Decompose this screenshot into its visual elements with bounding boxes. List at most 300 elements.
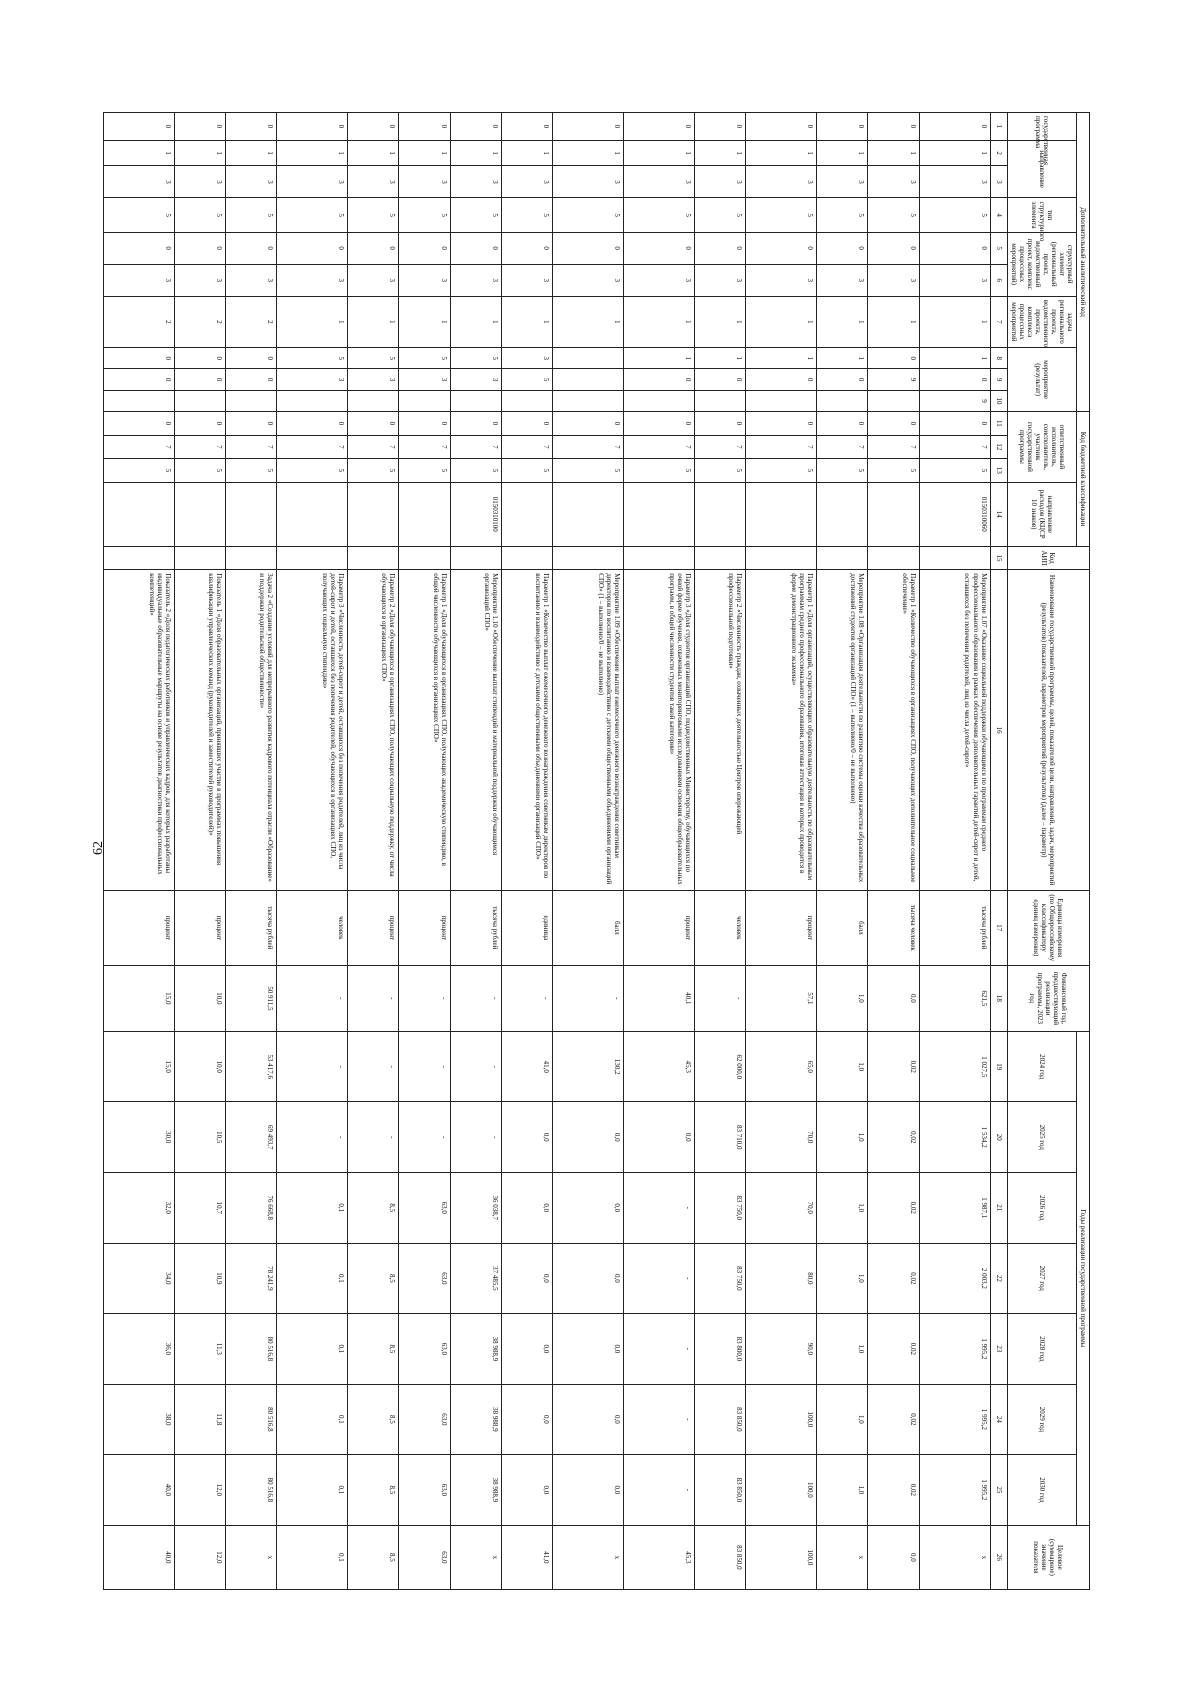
- code-cell: 0: [746, 369, 817, 390]
- year-value-cell: 83 750,0: [694, 1173, 745, 1244]
- code-cell: 0: [868, 113, 919, 141]
- year-value-cell: 0,1: [277, 1455, 348, 1526]
- unit-cell: тысяча рублей: [450, 890, 501, 965]
- code-cell: 5: [868, 459, 919, 483]
- code-cell: 5: [919, 198, 990, 232]
- year-value-cell: 1 027,5: [919, 1031, 990, 1102]
- code-cell: [746, 390, 817, 411]
- year-value-cell: 38,0: [103, 1384, 174, 1455]
- year-value-cell: 38 988,9: [450, 1455, 501, 1526]
- header-task: задача регионального проекта, ведомственного проекта, комплекса процессных мероприятий: [1007, 296, 1076, 347]
- code-cell: 5: [694, 459, 745, 483]
- column-number-cell: 18: [990, 965, 1007, 1031]
- code-cell: 5: [624, 198, 695, 232]
- year-value-cell: 30,0: [103, 1102, 174, 1173]
- table-row: [868, 113, 919, 1590]
- column-number-cell: 15: [990, 546, 1007, 570]
- row-name-cell: Мероприятие 1.10 «Обеспечение выплат стипендий и материальной поддержки обучающимся организаций СПО»: [450, 570, 501, 891]
- code-cell: 0: [624, 113, 695, 141]
- code-cell: 0: [103, 348, 174, 369]
- code-cell: 0: [277, 412, 348, 436]
- code-cell: 0: [919, 412, 990, 436]
- table-body: [103, 113, 1007, 1590]
- year-value-cell: 63,0: [399, 1455, 450, 1526]
- table-row: [450, 113, 501, 1590]
- code-cell: [501, 390, 552, 411]
- aip-cell: [624, 546, 695, 570]
- code-cell: 1: [399, 296, 450, 347]
- code-cell: 7: [746, 435, 817, 459]
- code-cell: 0: [103, 232, 174, 264]
- base-year-cell: -: [277, 965, 348, 1031]
- year-value-cell: 0,02: [868, 1031, 919, 1102]
- row-name-cell: Задача 2 «Создание условий для непрерывного развития кадрового потенциала отрасли «Образование» и поддержки родительской общественности»: [225, 570, 276, 891]
- code-cell: 3: [348, 166, 399, 198]
- year-value-cell: 0,0: [501, 1102, 552, 1173]
- row-name-cell: Показатель 1 «Доля образовательных организаций, принявших участие в программах повышения квалификации управленческих команд (руководителей и заместителей руководителей)»: [174, 570, 225, 891]
- code-cell: 3: [277, 166, 348, 198]
- year-value-cell: 63,0: [399, 1173, 450, 1244]
- year-value-cell: 40,0: [103, 1455, 174, 1526]
- code-cell: 5: [103, 459, 174, 483]
- code-cell: 0: [277, 113, 348, 141]
- code-cell: 0: [103, 369, 174, 390]
- year-value-cell: 80 516,8: [225, 1384, 276, 1455]
- code-cell: 1: [746, 140, 817, 166]
- code-cell: 3: [277, 264, 348, 296]
- year-value-cell: 32,0: [103, 1173, 174, 1244]
- base-year-cell: 0,0: [868, 965, 919, 1031]
- year-value-cell: 12,0: [174, 1455, 225, 1526]
- column-number-cell: 5: [990, 232, 1007, 264]
- code-cell: 0: [225, 348, 276, 369]
- code-cell: [624, 390, 695, 411]
- column-number-cell: 24: [990, 1384, 1007, 1455]
- code-cell: 1: [174, 140, 225, 166]
- column-number-cell: 8: [990, 348, 1007, 369]
- code-cell: 0: [225, 412, 276, 436]
- year-value-cell: -: [450, 1031, 501, 1102]
- code-cell: [868, 390, 919, 411]
- code-cell: 0: [225, 369, 276, 390]
- code-cell: 5: [348, 198, 399, 232]
- code-cell: 0: [694, 232, 745, 264]
- code-cell: 3: [225, 264, 276, 296]
- header-budget-code: Код бюджетной классификации: [1076, 412, 1089, 547]
- table-row: [174, 113, 225, 1590]
- header-additional-code: Дополнительный аналитический код: [1076, 113, 1089, 412]
- column-number-cell: 14: [990, 482, 1007, 546]
- code-cell: 7: [694, 435, 745, 459]
- year-value-cell: 0,02: [868, 1173, 919, 1244]
- code-cell: 1: [817, 140, 868, 166]
- code-cell: 0: [225, 113, 276, 141]
- row-name-cell: Мероприятие 1.09 «Обеспечение выплат ежемесячного денежного вознаграждения советникам директоров по воспитанию и взаимодействию с детскими общественными объединениями организаций СПО» (1 – выполнено/0 – не выполнено): [553, 570, 624, 891]
- code-cell: 7: [450, 435, 501, 459]
- code-cell: 1: [450, 140, 501, 166]
- year-value-cell: 0,0: [624, 1102, 695, 1173]
- kcsr-cell: [694, 482, 745, 546]
- year-value-cell: 0,02: [868, 1455, 919, 1526]
- header-executor: ответственный исполнитель, соисполнитель, участник государственной программы: [1007, 412, 1076, 483]
- code-cell: 5: [348, 459, 399, 483]
- year-value-cell: 65,0: [746, 1031, 817, 1102]
- year-value-cell: 62 000,0: [694, 1031, 745, 1102]
- year-value-cell: -: [348, 1031, 399, 1102]
- code-cell: 0: [399, 412, 450, 436]
- target-cell: 0,0: [868, 1525, 919, 1589]
- code-cell: [399, 390, 450, 411]
- code-cell: 0: [174, 232, 225, 264]
- column-number-cell: 12: [990, 435, 1007, 459]
- year-value-cell: 0,1: [277, 1173, 348, 1244]
- year-value-cell: 1 995,2: [919, 1455, 990, 1526]
- code-cell: 2: [103, 296, 174, 347]
- code-cell: 0: [817, 369, 868, 390]
- column-number-cell: 17: [990, 890, 1007, 965]
- column-number-cell: 20: [990, 1102, 1007, 1173]
- kcsr-cell: [225, 482, 276, 546]
- code-cell: 0: [817, 412, 868, 436]
- code-cell: 3: [174, 166, 225, 198]
- kcsr-cell: 0150310100: [450, 482, 501, 546]
- code-cell: 7: [399, 435, 450, 459]
- code-cell: 3: [817, 264, 868, 296]
- base-year-cell: -: [348, 965, 399, 1031]
- code-cell: 1: [501, 296, 552, 347]
- kcsr-cell: 0150310060: [919, 482, 990, 546]
- code-cell: [450, 390, 501, 411]
- year-value-cell: 63,0: [399, 1314, 450, 1385]
- year-value-cell: 0,0: [501, 1243, 552, 1314]
- year-value-cell: 130,2: [553, 1031, 624, 1102]
- code-cell: 0: [553, 232, 624, 264]
- code-cell: 3: [450, 264, 501, 296]
- target-cell: x: [225, 1525, 276, 1589]
- code-cell: 7: [348, 435, 399, 459]
- code-cell: 2: [174, 296, 225, 347]
- base-year-cell: -: [501, 965, 552, 1031]
- code-cell: 3: [624, 264, 695, 296]
- code-cell: 1: [746, 348, 817, 369]
- unit-cell: человек: [694, 890, 745, 965]
- year-value-cell: 100,0: [746, 1384, 817, 1455]
- year-value-cell: 0,0: [553, 1314, 624, 1385]
- column-number-cell: 21: [990, 1173, 1007, 1244]
- row-name-cell: Параметр 2 «Численность граждан, охваченных деятельностью Центров опережающей профессиональной подготовки»: [694, 570, 745, 891]
- year-value-cell: 0,0: [553, 1102, 624, 1173]
- table-row: [103, 113, 174, 1590]
- year-value-cell: 83 750,0: [694, 1243, 745, 1314]
- code-cell: 3: [399, 264, 450, 296]
- code-cell: 0: [501, 412, 552, 436]
- code-cell: 5: [746, 198, 817, 232]
- code-cell: 1: [694, 140, 745, 166]
- code-cell: 1: [624, 296, 695, 347]
- header-year-2028: 2028 год: [1007, 1314, 1076, 1385]
- code-cell: 5: [501, 369, 552, 390]
- header-direction: направление: [1007, 140, 1076, 198]
- year-value-cell: 1,0: [817, 1243, 868, 1314]
- target-cell: 8,5: [348, 1525, 399, 1589]
- code-cell: 3: [553, 166, 624, 198]
- kcsr-cell: [348, 482, 399, 546]
- base-year-cell: 10,0: [174, 965, 225, 1031]
- unit-cell: тысяча человек: [868, 890, 919, 965]
- code-cell: 3: [501, 348, 552, 369]
- year-value-cell: 0,0: [553, 1173, 624, 1244]
- base-year-cell: -: [399, 965, 450, 1031]
- year-value-cell: -: [399, 1102, 450, 1173]
- code-cell: 1: [450, 296, 501, 347]
- kcsr-cell: [624, 482, 695, 546]
- base-year-cell: 621,5: [919, 965, 990, 1031]
- year-value-cell: 80,0: [746, 1243, 817, 1314]
- base-year-cell: 1,0: [817, 965, 868, 1031]
- code-cell: 7: [501, 435, 552, 459]
- code-cell: 1: [553, 296, 624, 347]
- code-cell: 3: [919, 264, 990, 296]
- target-cell: 12,0: [174, 1525, 225, 1589]
- year-value-cell: 8,5: [348, 1314, 399, 1385]
- year-value-cell: 11,3: [174, 1314, 225, 1385]
- target-cell: x: [450, 1525, 501, 1589]
- year-value-cell: 8,5: [348, 1173, 399, 1244]
- year-value-cell: 38 988,9: [450, 1314, 501, 1385]
- year-value-cell: 0,0: [501, 1455, 552, 1526]
- aip-cell: [277, 546, 348, 570]
- base-year-cell: -: [694, 965, 745, 1031]
- kcsr-cell: [868, 482, 919, 546]
- header-struct-type: тип структурного элемента: [1007, 198, 1076, 232]
- code-cell: [694, 390, 745, 411]
- table-row: [277, 113, 348, 1590]
- table-row: [501, 113, 552, 1590]
- code-cell: [553, 390, 624, 411]
- header-struct-element: структурный элемент (региональный проект, ведомственный проект, комплекс процессных мероприятий): [1007, 232, 1076, 296]
- year-value-cell: 8,5: [348, 1455, 399, 1526]
- column-number-cell: 26: [990, 1525, 1007, 1589]
- year-value-cell: 1,0: [817, 1173, 868, 1244]
- year-value-cell: 1,0: [817, 1455, 868, 1526]
- code-cell: 5: [919, 459, 990, 483]
- code-cell: 1: [919, 296, 990, 347]
- unit-cell: процент: [174, 890, 225, 965]
- code-cell: 3: [501, 264, 552, 296]
- code-cell: 1: [817, 296, 868, 347]
- code-cell: 0: [399, 232, 450, 264]
- target-cell: 63,0: [399, 1525, 450, 1589]
- row-name-cell: Параметр 1 «Доля обучающихся в организациях СПО, получающих академическую стипендию, в общей численности обучающихся в организациях СПО»: [399, 570, 450, 891]
- code-cell: 3: [399, 369, 450, 390]
- year-value-cell: 53 417,6: [225, 1031, 276, 1102]
- base-year-cell: -: [553, 965, 624, 1031]
- code-cell: 9: [919, 390, 990, 411]
- code-cell: 5: [348, 348, 399, 369]
- year-value-cell: 0,02: [868, 1384, 919, 1455]
- row-name-cell: Параметр 1 «Количество выплат ежемесячного денежного вознаграждения советникам директоров по воспитанию и взаимодействию с детскими общественными объединениями организаций СПО»: [501, 570, 552, 891]
- target-cell: x: [553, 1525, 624, 1589]
- code-cell: 7: [624, 435, 695, 459]
- code-cell: 1: [694, 348, 745, 369]
- code-cell: 0: [174, 348, 225, 369]
- code-cell: 0: [103, 412, 174, 436]
- code-cell: [174, 390, 225, 411]
- kcsr-cell: [746, 482, 817, 546]
- header-event: мероприятие (результат): [1007, 348, 1076, 412]
- code-cell: 3: [746, 264, 817, 296]
- code-cell: 1: [553, 140, 624, 166]
- unit-cell: процент: [103, 890, 174, 965]
- code-cell: 0: [348, 412, 399, 436]
- code-cell: 5: [553, 459, 624, 483]
- code-cell: 3: [450, 166, 501, 198]
- year-value-cell: 0,0: [501, 1173, 552, 1244]
- year-value-cell: 0,02: [868, 1243, 919, 1314]
- year-value-cell: 83 710,0: [694, 1102, 745, 1173]
- row-name-cell: Параметр 3 «Доля студентов организаций СПО, подведомственных Министерству, обучающихся по очной форме обучения, охваченных мониторинговыми исследованиями освоения общеобразовательных программ, в общей численности студентов такой категории»: [624, 570, 695, 891]
- code-cell: 7: [868, 435, 919, 459]
- base-year-cell: 40,1: [624, 965, 695, 1031]
- code-cell: 0: [624, 369, 695, 390]
- column-number-cell: 6: [990, 264, 1007, 296]
- year-value-cell: 78 241,9: [225, 1243, 276, 1314]
- code-cell: 0: [694, 113, 745, 141]
- code-cell: 0: [919, 232, 990, 264]
- code-cell: 3: [694, 264, 745, 296]
- column-number-cell: 11: [990, 412, 1007, 436]
- year-value-cell: -: [277, 1031, 348, 1102]
- code-cell: 1: [277, 296, 348, 347]
- target-cell: 45,3: [624, 1525, 695, 1589]
- table-row: [746, 113, 817, 1590]
- header-gos-program: государственная программа: [1007, 113, 1076, 141]
- target-cell: 100,0: [746, 1525, 817, 1589]
- year-value-cell: 10,0: [174, 1031, 225, 1102]
- year-value-cell: 0,0: [553, 1243, 624, 1314]
- code-cell: 0: [868, 412, 919, 436]
- code-cell: [553, 348, 624, 369]
- code-cell: 3: [348, 264, 399, 296]
- row-name-cell: Показатель 2 «Доля педагогических работников и управленческих кадров, для которых разработаны индивидуальные образовательные маршруты на основе результатов диагностики профессиональных компетенций»: [103, 570, 174, 891]
- row-name-cell: Параметр 1 «Количество обучающихся в организациях СПО, получающих дополнительное социальное обеспечение»: [868, 570, 919, 891]
- kcsr-cell: [553, 482, 624, 546]
- code-cell: 0: [919, 369, 990, 390]
- year-value-cell: 34,0: [103, 1243, 174, 1314]
- aip-cell: [919, 546, 990, 570]
- year-value-cell: 83 850,0: [694, 1384, 745, 1455]
- code-cell: 5: [450, 459, 501, 483]
- table-row: [553, 113, 624, 1590]
- code-cell: 5: [450, 198, 501, 232]
- aip-cell: [103, 546, 174, 570]
- code-cell: 9: [868, 369, 919, 390]
- code-cell: 3: [174, 264, 225, 296]
- code-cell: 1: [868, 140, 919, 166]
- target-cell: x: [817, 1525, 868, 1589]
- aip-cell: [348, 546, 399, 570]
- year-value-cell: -: [277, 1102, 348, 1173]
- code-cell: 0: [225, 232, 276, 264]
- code-cell: 1: [746, 296, 817, 347]
- code-cell: 0: [868, 232, 919, 264]
- unit-cell: процент: [399, 890, 450, 965]
- year-value-cell: 63,0: [399, 1243, 450, 1314]
- code-cell: [817, 390, 868, 411]
- year-value-cell: 0,02: [868, 1314, 919, 1385]
- document-table-rotated: [147, 112, 1090, 1590]
- code-cell: 3: [694, 166, 745, 198]
- kcsr-cell: [817, 482, 868, 546]
- program-table: [103, 112, 1090, 1590]
- header-years-group: Годы реализации государственной программы: [1076, 1031, 1089, 1525]
- year-value-cell: 70,0: [746, 1173, 817, 1244]
- table-row: [225, 113, 276, 1590]
- code-cell: 3: [868, 264, 919, 296]
- code-cell: [348, 390, 399, 411]
- code-cell: 0: [501, 232, 552, 264]
- code-cell: 0: [277, 232, 348, 264]
- code-cell: 0: [501, 113, 552, 141]
- year-value-cell: 1,0: [817, 1384, 868, 1455]
- code-cell: 5: [746, 459, 817, 483]
- header-year-2030: 2030 год: [1007, 1455, 1076, 1526]
- code-cell: 5: [501, 198, 552, 232]
- year-value-cell: 10,7: [174, 1173, 225, 1244]
- year-value-cell: -: [624, 1455, 695, 1526]
- code-cell: 1: [277, 140, 348, 166]
- code-cell: 0: [553, 113, 624, 141]
- column-number-cell: 19: [990, 1031, 1007, 1102]
- header-year-2024: 2024 год: [1007, 1031, 1076, 1102]
- year-value-cell: -: [624, 1314, 695, 1385]
- aip-cell: [746, 546, 817, 570]
- code-cell: 0: [174, 369, 225, 390]
- year-value-cell: 63,0: [399, 1384, 450, 1455]
- row-name-cell: Параметр 2 «Доля обучающихся в организациях СПО, получающих социальную поддержку, от числа обучающихся в организациях СПО»: [348, 570, 399, 891]
- code-cell: 7: [919, 435, 990, 459]
- column-number-row: [990, 113, 1007, 1590]
- year-value-cell: 80 516,8: [225, 1314, 276, 1385]
- aip-cell: [501, 546, 552, 570]
- unit-cell: процент: [746, 890, 817, 965]
- year-value-cell: 36 038,7: [450, 1173, 501, 1244]
- code-cell: 0: [174, 412, 225, 436]
- unit-cell: тысяча рублей: [919, 890, 990, 965]
- year-value-cell: 90,0: [746, 1314, 817, 1385]
- row-name-cell: Мероприятие 1.07 «Оказание социальной поддержки обучающимся по программам среднего профессионального образования в рамках обеспечения дополнительных гарантий детей-сирот и детей, оставшихся без попечения родителей, лиц из числа детей-сирот»: [919, 570, 990, 891]
- header-unit: Единица измерения (по Общероссийскому классификатору единиц измерения): [1007, 890, 1089, 965]
- target-cell: 83 850,0: [694, 1525, 745, 1589]
- code-cell: 3: [103, 264, 174, 296]
- code-cell: 7: [277, 435, 348, 459]
- header-year-2025: 2025 год: [1007, 1102, 1076, 1173]
- code-cell: 0: [624, 412, 695, 436]
- code-cell: 1: [103, 140, 174, 166]
- header-base-year: Финансовый год, предшествующий реализации программы, 2023 год: [1007, 965, 1089, 1031]
- code-cell: 0: [450, 232, 501, 264]
- code-cell: [103, 390, 174, 411]
- year-value-cell: -: [624, 1384, 695, 1455]
- code-cell: 0: [348, 113, 399, 141]
- table-row: [694, 113, 745, 1590]
- year-value-cell: 0,1: [277, 1314, 348, 1385]
- column-number-cell: 10: [990, 390, 1007, 411]
- code-cell: 0: [919, 113, 990, 141]
- page-number: 62: [91, 841, 106, 855]
- year-value-cell: 38 988,9: [450, 1384, 501, 1455]
- code-cell: 0: [746, 113, 817, 141]
